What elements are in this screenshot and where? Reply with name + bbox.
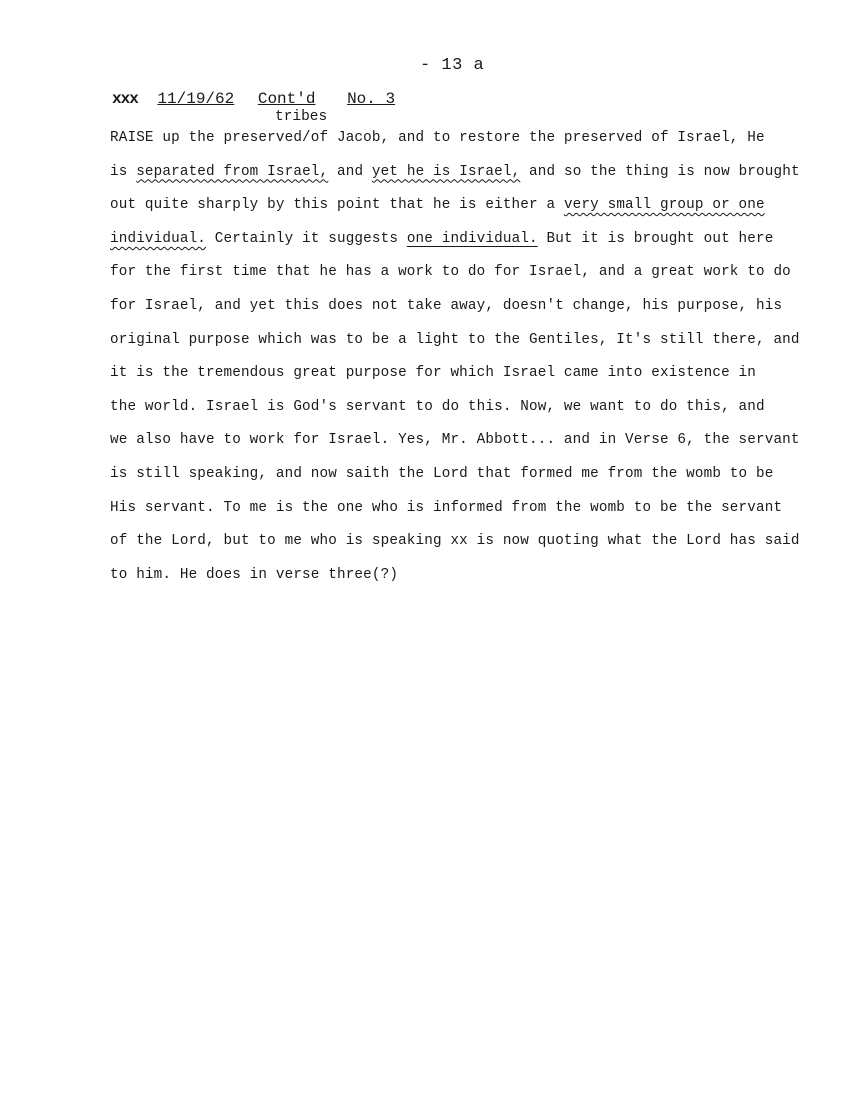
text-line: individual. Certainly it suggests one individual. But it is brought out here <box>110 230 774 247</box>
header-line <box>112 90 395 108</box>
text-line: original purpose which was to be a light to the Gentiles, It's still there, and <box>110 331 800 348</box>
handwritten-insertion: tribes <box>275 109 328 125</box>
underlined-phrase: one individual. <box>406 230 538 247</box>
page-number: - 13 a <box>420 56 485 75</box>
text-line: the world. Israel is God's servant to do this. Now, we want to do this, and <box>110 398 765 415</box>
text-line: we also have to work for Israel. Yes, Mr. Abbott... and in Verse 6, the servant <box>110 432 800 449</box>
text-line: His servant. To me is the one who is informed from the womb to be the servant <box>110 499 783 516</box>
text-line: for Israel, and yet this does not take away, doesn't change, his purpose, his <box>110 297 783 314</box>
text-line: it is the tremendous great purpose for which Israel came into existence in <box>110 365 756 382</box>
struck-text: xxx <box>112 90 138 108</box>
transcript-body <box>110 128 810 598</box>
text-line: RAISE up the preserved/of Jacob, and to restore the preserved of Israel, He <box>110 130 765 146</box>
header-number: No. 3 <box>347 90 396 108</box>
text-line: to him. He does in verse three(?) <box>110 566 399 583</box>
underlined-phrase: separated from Israel, <box>136 163 329 180</box>
text-line: of the Lord, but to me who is speaking xx is now quoting what the Lord has said <box>110 533 800 550</box>
header-date: 11/19/62 <box>157 90 235 108</box>
text-line: out quite sharply by this point that he is either a very small group or one <box>110 197 765 214</box>
text-line: is still speaking, and now saith the Lord that formed me from the womb to be <box>110 465 774 482</box>
header-contd: Cont'd <box>257 90 316 108</box>
underlined-phrase: very small group or one <box>563 197 765 214</box>
text-line: for the first time that he has a work to do for Israel, and a great work to do <box>110 264 791 281</box>
underlined-phrase: individual. <box>110 230 207 247</box>
text-line: is separated from Israel, and yet he is Israel, and so the thing is now brought <box>110 163 800 180</box>
underlined-phrase: yet he is Israel, <box>371 163 521 180</box>
